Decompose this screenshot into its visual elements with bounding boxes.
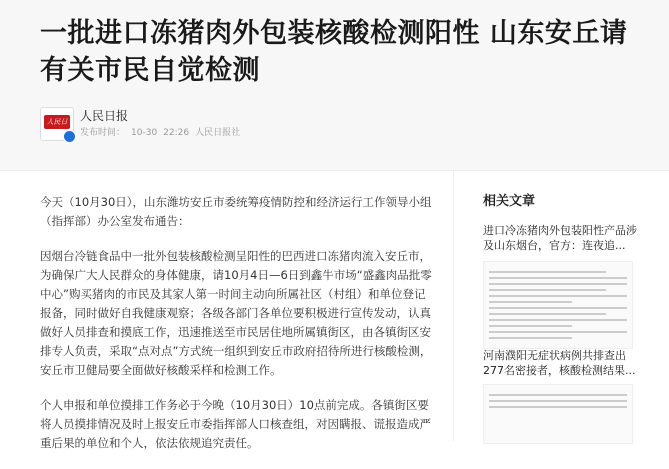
thumbnail-text-line: [489, 295, 627, 297]
newspaper-logo: 人民日报: [44, 115, 70, 129]
thumbnail-text-line: [489, 406, 627, 408]
thumbnail-text-line: [489, 331, 627, 333]
thumbnail-text-line: [489, 319, 627, 321]
article-paragraph: 因烟台冷链食品中一批外包装核酸检测呈阳性的巴西进口冻猪肉流入安丘市，为确保广大人民群众的身体健康，请10月4日—6日到鑫牛市场“盛鑫肉品批零中心”购买猪肉的市民及其家人第一时间主动向所属社区（村组）和单位登记报备，同时做好自我健康观察；各级各部门各单位要积极进行宣传发动，认真做好人员排查和摸底工作，迅速推送至市民居住地所属镇街区，由各镇街区安排专人负责，采取“点对点”方式统一组织到安丘市政府招待所进行核酸检测，安丘市卫健局要全面做好核酸采样和检测工作。: [40, 249, 432, 377]
thumbnail-text-line: [489, 325, 572, 327]
article-body: [40, 193, 432, 469]
verified-badge-icon: [63, 130, 76, 143]
related-heading: 相关文章: [483, 194, 536, 209]
thumbnail-text-line: [489, 277, 627, 279]
article-header: [0, 0, 669, 171]
related-item[interactable]: [483, 223, 643, 349]
thumbnail-text-line: [489, 289, 606, 291]
related-item-thumbnail[interactable]: [483, 261, 633, 349]
publish-source: 人民日报社: [195, 128, 241, 138]
related-articles: [483, 190, 643, 377]
thumbnail-text-line: [489, 307, 627, 309]
thumbnail-text-line: [489, 400, 627, 402]
publish-time: 22:26: [163, 128, 190, 138]
article-paragraph: 个人申报和单位摸排工作务必于今晚（10月30日）10点前完成。各镇街区要将人员摸排情况及时上报安丘市委指挥部人口核查组，对因瞒报、谎报造成严重后果的单位和个人，依法依规追究责任。: [40, 398, 431, 450]
publish-meta: [80, 125, 246, 138]
publish-date: 10-30: [131, 128, 158, 138]
thumbnail-text-line: [489, 337, 572, 339]
thumbnail-text-line: [489, 283, 627, 285]
author-avatar[interactable]: [40, 107, 74, 141]
thumbnail-text-line: [489, 394, 627, 396]
related-item-title[interactable]: 河南濮阳无症状病例共排查出277名密接者，核酸检测结果...: [483, 349, 636, 377]
article-title: 一批进口冻猪肉外包装核酸检测阳性 山东安丘请有关市民自觉检测: [40, 18, 628, 86]
related-item[interactable]: [483, 348, 643, 444]
article-paragraph: 今天（10月30日），山东潍坊安丘市委统筹疫情防控和经济运行工作领导小组（指挥部）办公室发布通告：: [40, 195, 432, 228]
publish-label: 发布时间：: [80, 128, 126, 138]
column-divider: [453, 170, 454, 441]
thumbnail-text-line: [489, 301, 572, 303]
related-item-title[interactable]: 进口冷冻猪肉外包装阳性产品涉及山东烟台，官方：连夜追...: [483, 224, 637, 252]
related-item-thumbnail[interactable]: [483, 384, 633, 444]
thumbnail-text-line: [489, 271, 606, 273]
thumbnail-text-line: [489, 313, 606, 315]
author-name[interactable]: 人民日报: [80, 109, 129, 123]
